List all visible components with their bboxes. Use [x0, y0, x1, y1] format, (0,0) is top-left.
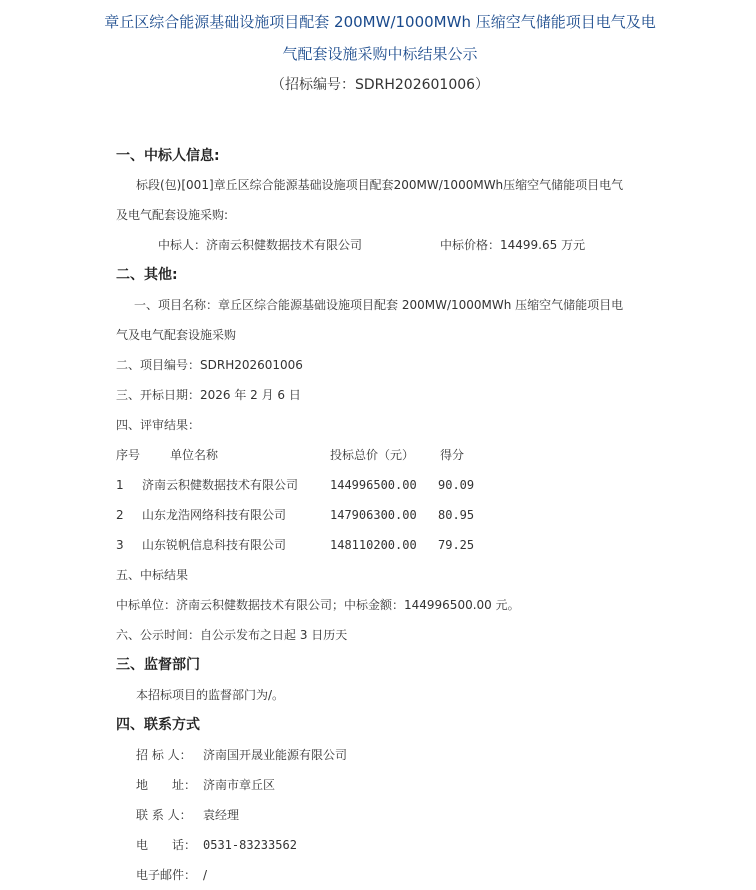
table-header-seq: 序号 [116, 448, 141, 462]
table-header-company: 单位名称 [170, 448, 219, 462]
section-heading-winner-info: 一、中标人信息: [116, 148, 220, 164]
section-heading-contact: 四、联系方式 [116, 717, 200, 733]
contact-label-address: 地 址： [136, 778, 197, 792]
contact-label-person: 联 系 人： [136, 808, 192, 822]
supervision-text: 本招标项目的监督部门为/。 [136, 688, 285, 702]
bid-opening-date: 三、开标日期：2026 年 2 月 6 日 [116, 388, 301, 402]
contact-value-address: 济南市章丘区 [203, 778, 276, 792]
table-cell-score: 90.09 [438, 478, 475, 492]
table-cell-score: 80.95 [438, 508, 475, 522]
document-title-line-1: 章丘区综合能源基础设施项目配套 200MW/1000MWh 压缩空气储能项目电气及电 [104, 13, 656, 31]
contact-label-phone: 电 话： [136, 838, 197, 852]
package-line-1: 标段(包)[001]章丘区综合能源基础设施项目配套200MW/1000MWh压缩空气储能项目电气 [136, 178, 624, 192]
table-cell-company: 山东龙浩网络科技有限公司 [142, 508, 287, 522]
table-header-total-bid: 投标总价（元） [330, 448, 415, 462]
table-cell-company: 济南云积健数据技术有限公司 [142, 478, 299, 492]
table-cell-total-bid: 147906300.00 [330, 508, 417, 522]
section-heading-supervision: 三、监督部门 [116, 657, 200, 673]
bid-number-line: （招标编号：SDRH202601006） [270, 77, 490, 93]
contact-value-phone: 0531-83233562 [203, 838, 297, 852]
table-header-score: 得分 [440, 448, 465, 462]
contact-value-person: 袁经理 [203, 808, 240, 822]
section-heading-other: 二、其他: [116, 267, 178, 283]
award-result-heading: 五、中标结果 [116, 568, 189, 582]
document-title-line-2: 气配套设施采购中标结果公示 [282, 45, 478, 63]
table-cell-score: 79.25 [438, 538, 475, 552]
table-cell-total-bid: 144996500.00 [330, 478, 417, 492]
publicity-period: 六、公示时间：自公示发布之日起 3 日历天 [116, 628, 348, 642]
review-results-heading: 四、评审结果： [116, 418, 201, 432]
contact-value-tenderer: 济南国开晟业能源有限公司 [203, 748, 348, 762]
project-name-line-1: 一、项目名称：章丘区综合能源基础设施项目配套 200MW/1000MWh 压缩空气储能项目电 [134, 298, 624, 312]
contact-value-email: / [203, 868, 208, 882]
table-cell-seq: 2 [116, 508, 124, 522]
contact-label-email: 电子邮件： [136, 868, 197, 882]
project-number: 二、项目编号：SDRH202601006 [116, 358, 303, 372]
winner-name: 中标人：济南云积健数据技术有限公司 [158, 238, 363, 252]
table-cell-total-bid: 148110200.00 [330, 538, 417, 552]
contact-label-tenderer: 招 标 人： [136, 748, 192, 762]
winner-price: 中标价格：14499.65 万元 [440, 238, 586, 252]
award-result-detail: 中标单位：济南云积健数据技术有限公司；中标金额：144996500.00 元。 [116, 598, 520, 612]
project-name-line-2: 气及电气配套设施采购 [116, 328, 237, 342]
package-line-2: 及电气配套设施采购: [116, 208, 229, 222]
table-cell-seq: 3 [116, 538, 124, 552]
table-cell-company: 山东锐帆信息科技有限公司 [142, 538, 287, 552]
table-cell-seq: 1 [116, 478, 124, 492]
